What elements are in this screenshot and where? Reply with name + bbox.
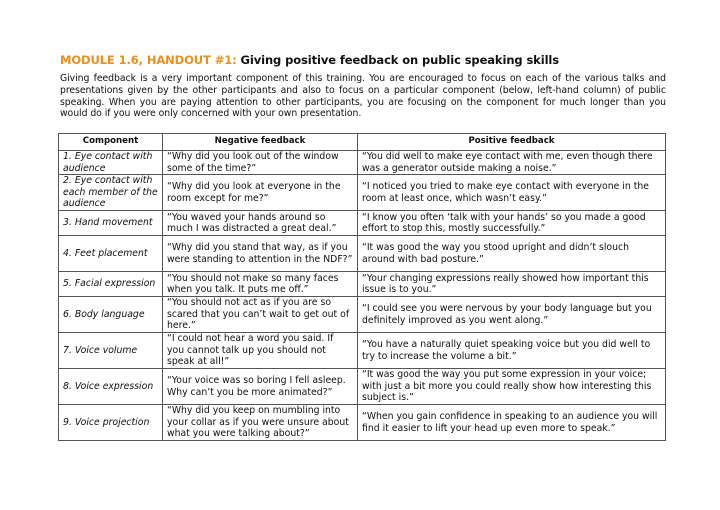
positive-feedback-cell: “When you gain confidence in speaking to an audience you will find it easier to lift your head up even more to speak.” [358, 405, 666, 441]
handout-heading [60, 53, 680, 67]
positive-feedback-cell: “I could see you were nervous by your body language but you definitely improved as you went along.” [358, 297, 666, 333]
component-cell: 4. Feet placement [59, 236, 163, 272]
table-row [59, 272, 666, 297]
intro-paragraph: Giving feedback is a very important component of this training. You are encouraged to focus on each of the various talks and presentations given by the other participants and also to focus on a particular component (below, left-hand column) of public speaking. When you are paying attention to other participants, you are focusing on the component for much longer than you would do if you were only concerned with your own presentation. [60, 73, 666, 120]
table-row [59, 405, 666, 441]
negative-feedback-cell: “Why did you stand that way, as if you were standing to attention in the NDF?” [163, 236, 358, 272]
feedback-table [58, 133, 666, 441]
table-row [59, 333, 666, 369]
negative-feedback-cell: “I could not hear a word you said. If you cannot talk up you should not speak at all!” [163, 333, 358, 369]
positive-feedback-cell: “You have a naturally quiet speaking voice but you did well to try to increase the volume a bit.” [358, 333, 666, 369]
negative-feedback-cell: “Why did you keep on mumbling into your collar as if you were unsure about what you were talking about?” [163, 405, 358, 441]
component-cell: 8. Voice expression [59, 369, 163, 405]
handout-title: Giving positive feedback on public speaking skills [240, 53, 560, 67]
module-label: MODULE 1.6, HANDOUT #1: [60, 53, 237, 67]
component-cell: 3. Hand movement [59, 211, 163, 236]
positive-feedback-cell: “I know you often ‘talk with your hands’ so you made a good effort to stop this, mostly successfully.” [358, 211, 666, 236]
table-row [59, 369, 666, 405]
component-cell: 2. Eye contact with each member of the audience [59, 175, 163, 211]
component-cell: 7. Voice volume [59, 333, 163, 369]
component-cell: 1. Eye contact with audience [59, 151, 163, 175]
table-row [59, 151, 666, 175]
component-cell: 9. Voice projection [59, 405, 163, 441]
table-row [59, 211, 666, 236]
table-row [59, 175, 666, 211]
negative-feedback-cell: “Why did you look at everyone in the room except for me?” [163, 175, 358, 211]
positive-feedback-cell: “Your changing expressions really showed how important this issue is to you.” [358, 272, 666, 297]
negative-feedback-cell: “You should not make so many faces when you talk. It puts me off.” [163, 272, 358, 297]
table-header-row [59, 134, 666, 151]
component-cell: 6. Body language [59, 297, 163, 333]
component-cell: 5. Facial expression [59, 272, 163, 297]
column-header-component: Component [59, 134, 163, 151]
negative-feedback-cell: “You waved your hands around so much I was distracted a great deal.” [163, 211, 358, 236]
positive-feedback-cell: “It was good the way you put some expression in your voice; with just a bit more you could really show how interesting this subject is.” [358, 369, 666, 405]
negative-feedback-cell: “You should not act as if you are so scared that you can’t wait to get out of here.” [163, 297, 358, 333]
column-header-negative: Negative feedback [163, 134, 358, 151]
negative-feedback-cell: “Your voice was so boring I fell asleep. Why can’t you be more animated?” [163, 369, 358, 405]
positive-feedback-cell: “It was good the way you stood upright and didn’t slouch around with bad posture.” [358, 236, 666, 272]
column-header-positive: Positive feedback [358, 134, 666, 151]
table-row [59, 297, 666, 333]
positive-feedback-cell: “You did well to make eye contact with me, even though there was a generator outside making a noise.” [358, 151, 666, 175]
negative-feedback-cell: “Why did you look out of the window some of the time?” [163, 151, 358, 175]
table-row [59, 236, 666, 272]
positive-feedback-cell: “I noticed you tried to make eye contact with everyone in the room at least once, which wasn’t easy.” [358, 175, 666, 211]
